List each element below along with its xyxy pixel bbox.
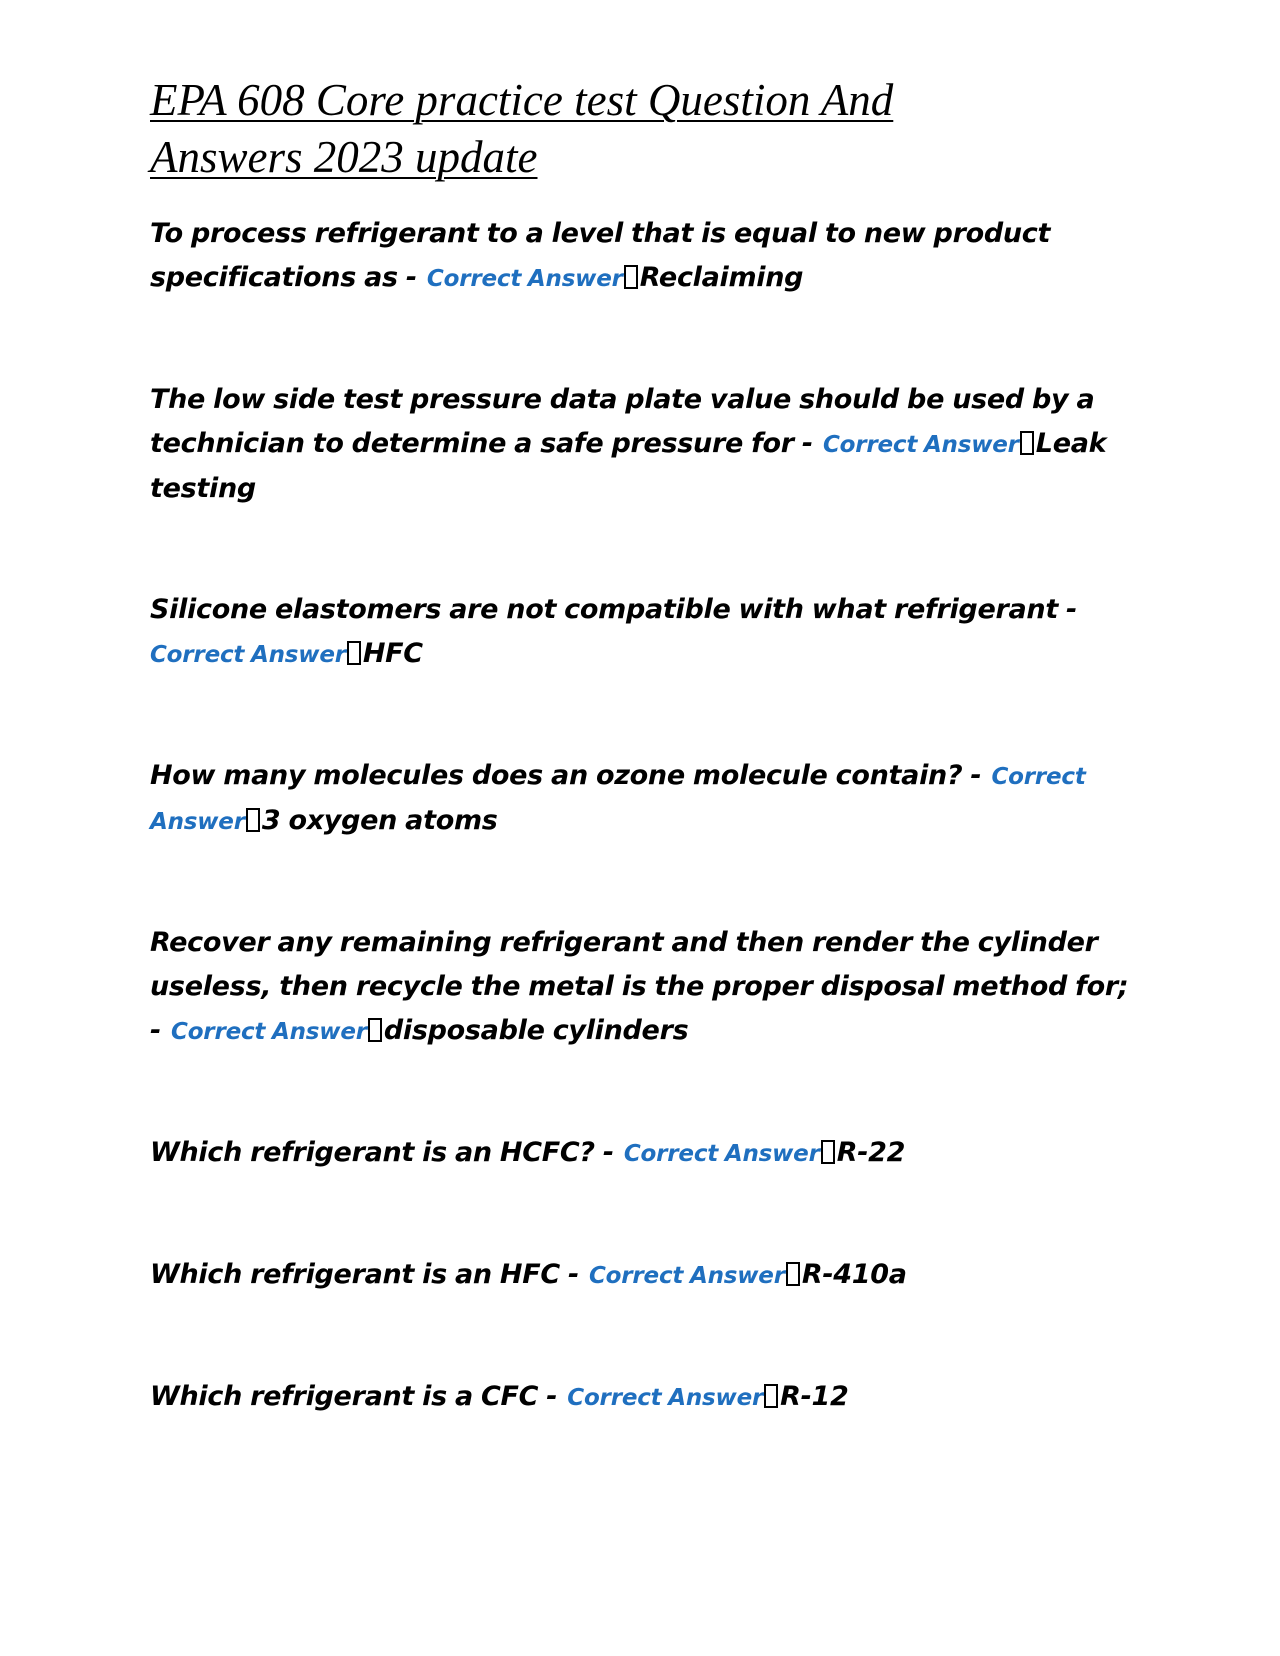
missing-glyph-icon [347, 641, 361, 665]
answer-text: Leak testing [150, 428, 1107, 504]
separator: - [150, 1015, 161, 1046]
answer-label: Correct Answer [822, 432, 1019, 458]
question-text: Which refrigerant is an HCFC? [150, 1137, 595, 1168]
question-text: Recover any remaining refrigerant and then render the cylinder useless, then recycle the metal is the proper disposal method for; [150, 927, 1129, 1002]
question-text: Which refrigerant is a CFC [150, 1381, 539, 1412]
question-text: Which refrigerant is an HFC [150, 1259, 560, 1290]
missing-glyph-icon [821, 1140, 835, 1164]
missing-glyph-icon [786, 1262, 800, 1286]
separator: - [546, 1381, 558, 1412]
missing-glyph-icon [624, 265, 638, 289]
qa-item [150, 588, 1130, 677]
separator: - [1066, 594, 1077, 625]
qa-item [150, 212, 1130, 301]
qa-item [150, 1375, 1130, 1420]
answer-label: Correct Answer [150, 642, 346, 668]
question-text: The low side test pressure data plate value should be used by a technician to determine a safe pressure for [150, 384, 1095, 459]
answer-text: R-12 [780, 1381, 849, 1412]
separator: - [801, 428, 813, 459]
qa-item [150, 378, 1130, 511]
answer-label: Correct Answer [623, 1141, 820, 1167]
qa-list [150, 212, 1130, 1420]
separator: - [567, 1259, 579, 1290]
answer-text: R-22 [836, 1137, 906, 1168]
missing-glyph-icon [246, 808, 260, 832]
answer-label: Correct Answer [150, 764, 1086, 835]
separator: - [970, 760, 982, 791]
answer-label: Correct Answer [171, 1019, 367, 1045]
question-text: To process refrigerant to a level that is equal to new product specifications as [150, 218, 1051, 293]
missing-glyph-icon [764, 1384, 778, 1408]
document-page [150, 72, 1130, 1420]
missing-glyph-icon [368, 1018, 382, 1042]
qa-item [150, 921, 1130, 1054]
answer-text: HFC [362, 638, 423, 669]
qa-item [150, 1131, 1130, 1176]
question-text: Silicone elastomers are not compatible with what refrigerant [150, 594, 1058, 625]
answer-text: disposable cylinders [383, 1015, 689, 1046]
qa-item [150, 754, 1130, 844]
answer-text: Reclaiming [639, 262, 804, 293]
answer-label: Correct Answer [426, 266, 623, 292]
qa-item [150, 1253, 1130, 1298]
missing-glyph-icon [1020, 431, 1034, 455]
separator: - [602, 1137, 614, 1168]
answer-text: R-410a [801, 1259, 907, 1290]
question-text: How many molecules does an ozone molecule contain? [150, 760, 963, 791]
answer-label: Correct Answer [567, 1385, 764, 1411]
separator: - [405, 262, 417, 293]
answer-text: 3 oxygen atoms [261, 805, 498, 836]
document-title: EPA 608 Core practice test Question And Answers 2023 update [150, 75, 894, 182]
answer-label: Correct Answer [588, 1263, 785, 1289]
